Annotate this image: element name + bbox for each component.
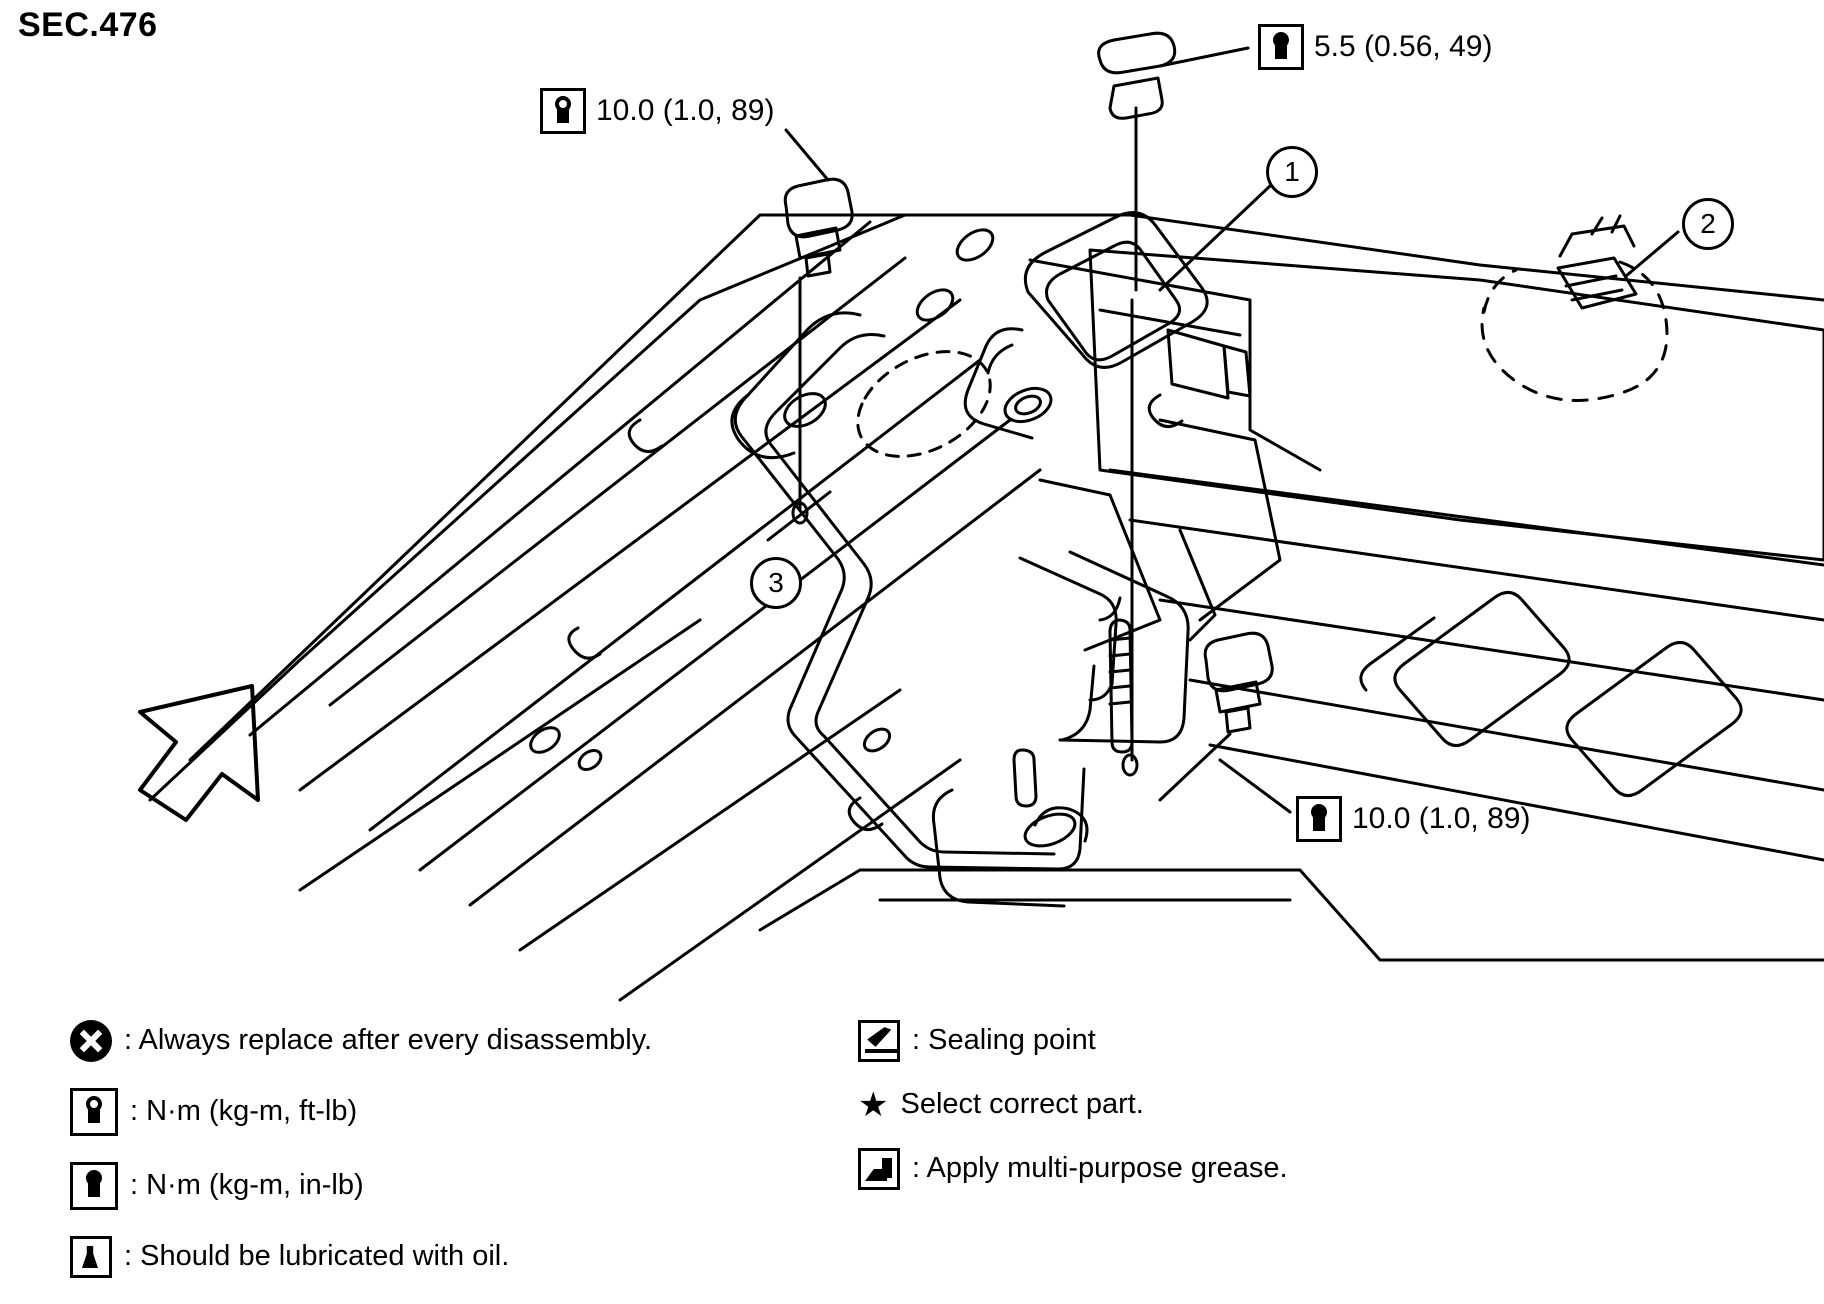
callout-text: 10.0 (1.0, 89) [596, 94, 775, 127]
legend-label: : Should be lubricated with oil. [124, 1240, 510, 1273]
torque-in-lb-icon [1296, 796, 1342, 842]
legend-label: : N·m (kg-m, ft-lb) [130, 1095, 358, 1128]
legend-label: Select correct part. [900, 1088, 1144, 1121]
legend-item-torque-ftlb [70, 1088, 652, 1136]
torque-in-lb-icon [70, 1162, 118, 1210]
legend-item-sealing [858, 1020, 1288, 1062]
torque-ft-lb-icon [70, 1088, 118, 1136]
legend-label: : Sealing point [912, 1024, 1096, 1057]
legend-item-replace [70, 1020, 652, 1062]
part-number-2: 2 [1682, 198, 1734, 250]
callout-torque-bottom-right [1296, 796, 1530, 842]
legend-left [70, 1020, 652, 1304]
callout-text: 10.0 (1.0, 89) [1352, 802, 1531, 835]
callout-text: 5.5 (0.56, 49) [1314, 30, 1493, 63]
legend-label: : N·m (kg-m, in-lb) [130, 1169, 364, 1202]
legend-item-select-part [858, 1088, 1288, 1122]
star-icon: ★ [858, 1086, 889, 1124]
part-number-3: 3 [750, 557, 802, 609]
legend-item-grease [858, 1148, 1288, 1190]
sealing-icon [858, 1020, 900, 1062]
part-number-1: 1 [1266, 146, 1318, 198]
grease-icon [858, 1148, 900, 1190]
oil-icon [70, 1236, 112, 1278]
legend-label: : Apply multi-purpose grease. [912, 1152, 1288, 1185]
callout-torque-top-right [1258, 24, 1492, 70]
legend-item-oil [70, 1236, 652, 1278]
torque-in-lb-icon [1258, 24, 1304, 70]
replace-icon [70, 1020, 112, 1062]
legend-item-torque-inlb [70, 1162, 652, 1210]
legend-right [858, 1020, 1288, 1216]
callout-torque-top-left [540, 88, 774, 134]
torque-ft-lb-icon [540, 88, 586, 134]
page-title: SEC.476 [18, 6, 158, 44]
legend-label: : Always replace after every disassembly. [124, 1024, 653, 1057]
